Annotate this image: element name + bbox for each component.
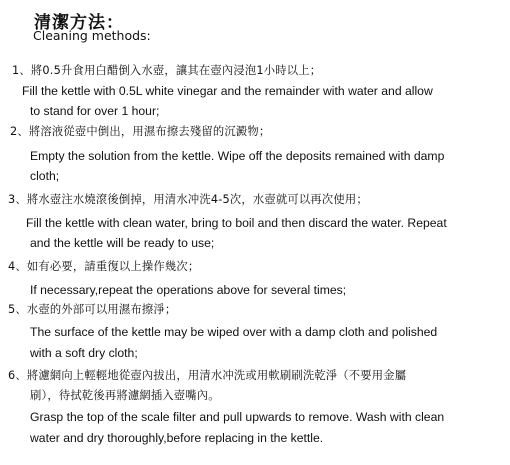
step-3-chinese bbox=[8, 193, 368, 207]
step-text-zh: 將溶液從壺中倒出，用濕布擦去殘留的沉澱物； bbox=[28, 125, 271, 138]
step-3-english-line-2: and the kettle will be ready to use; bbox=[30, 236, 215, 250]
step-number: 6、 bbox=[8, 369, 27, 382]
step-number: 5、 bbox=[8, 303, 27, 316]
step-text-zh: 如有必要，請重復以上操作幾次； bbox=[26, 260, 200, 273]
step-6-english-line-2: water and dry thoroughly,before replacing in the kettle. bbox=[30, 431, 324, 445]
step-2-english-line-2: cloth; bbox=[30, 169, 60, 183]
step-6-chinese-line-2: 刷），待拭乾後再將濾網插入壺嘴內。 bbox=[30, 389, 220, 402]
step-text-zh: 水壺的外部可以用濕布擦淨； bbox=[26, 303, 177, 316]
title-english: Cleaning methods: bbox=[33, 28, 151, 43]
step-1-chinese bbox=[12, 64, 321, 78]
step-6-english-line-1: Grasp the top of the scale filter and pull upwards to remove. Wash with clean bbox=[30, 410, 445, 424]
step-5-english-line-2: with a soft dry cloth; bbox=[30, 346, 138, 360]
title-chinese: 清潔方法： bbox=[34, 13, 124, 33]
step-1-english-line-1: Fill the kettle with 0.5L white vinegar and the remainder with water and allow bbox=[22, 84, 433, 98]
step-2-chinese bbox=[10, 125, 270, 139]
step-number: 3、 bbox=[8, 193, 27, 206]
step-text-zh: 將0.5升食用白醋倒入水壺，讓其在壺內浸泡1小時以上； bbox=[30, 64, 322, 77]
step-6-chinese-line-1 bbox=[8, 369, 406, 383]
step-5-english-line-1: The surface of the kettle may be wiped over with a damp cloth and polished bbox=[30, 325, 438, 339]
step-text-zh: 將水壺注水燒滾後倒掉，用清水冲洗4-5次，水壺就可以再次使用； bbox=[26, 193, 368, 206]
step-3-english-line-1: Fill the kettle with clean water, bring to boil and then discard the water. Repeat bbox=[26, 216, 447, 230]
step-1-english-line-2: to stand for over 1 hour; bbox=[30, 104, 160, 118]
step-number: 2、 bbox=[10, 125, 29, 138]
step-number: 1、 bbox=[12, 64, 31, 77]
step-4-chinese bbox=[8, 260, 199, 274]
step-2-english-line-1: Empty the solution from the kettle. Wipe off the deposits remained with damp bbox=[30, 149, 445, 163]
step-number: 4、 bbox=[8, 260, 27, 273]
step-5-chinese bbox=[8, 303, 176, 317]
step-text-zh: 將濾網向上輕輕地從壺內拔出，用清水冲洗或用軟刷刷洗乾淨（不要用金屬 bbox=[26, 369, 407, 382]
step-4-english-line-1: If necessary,repeat the operations above for several times; bbox=[30, 283, 347, 297]
